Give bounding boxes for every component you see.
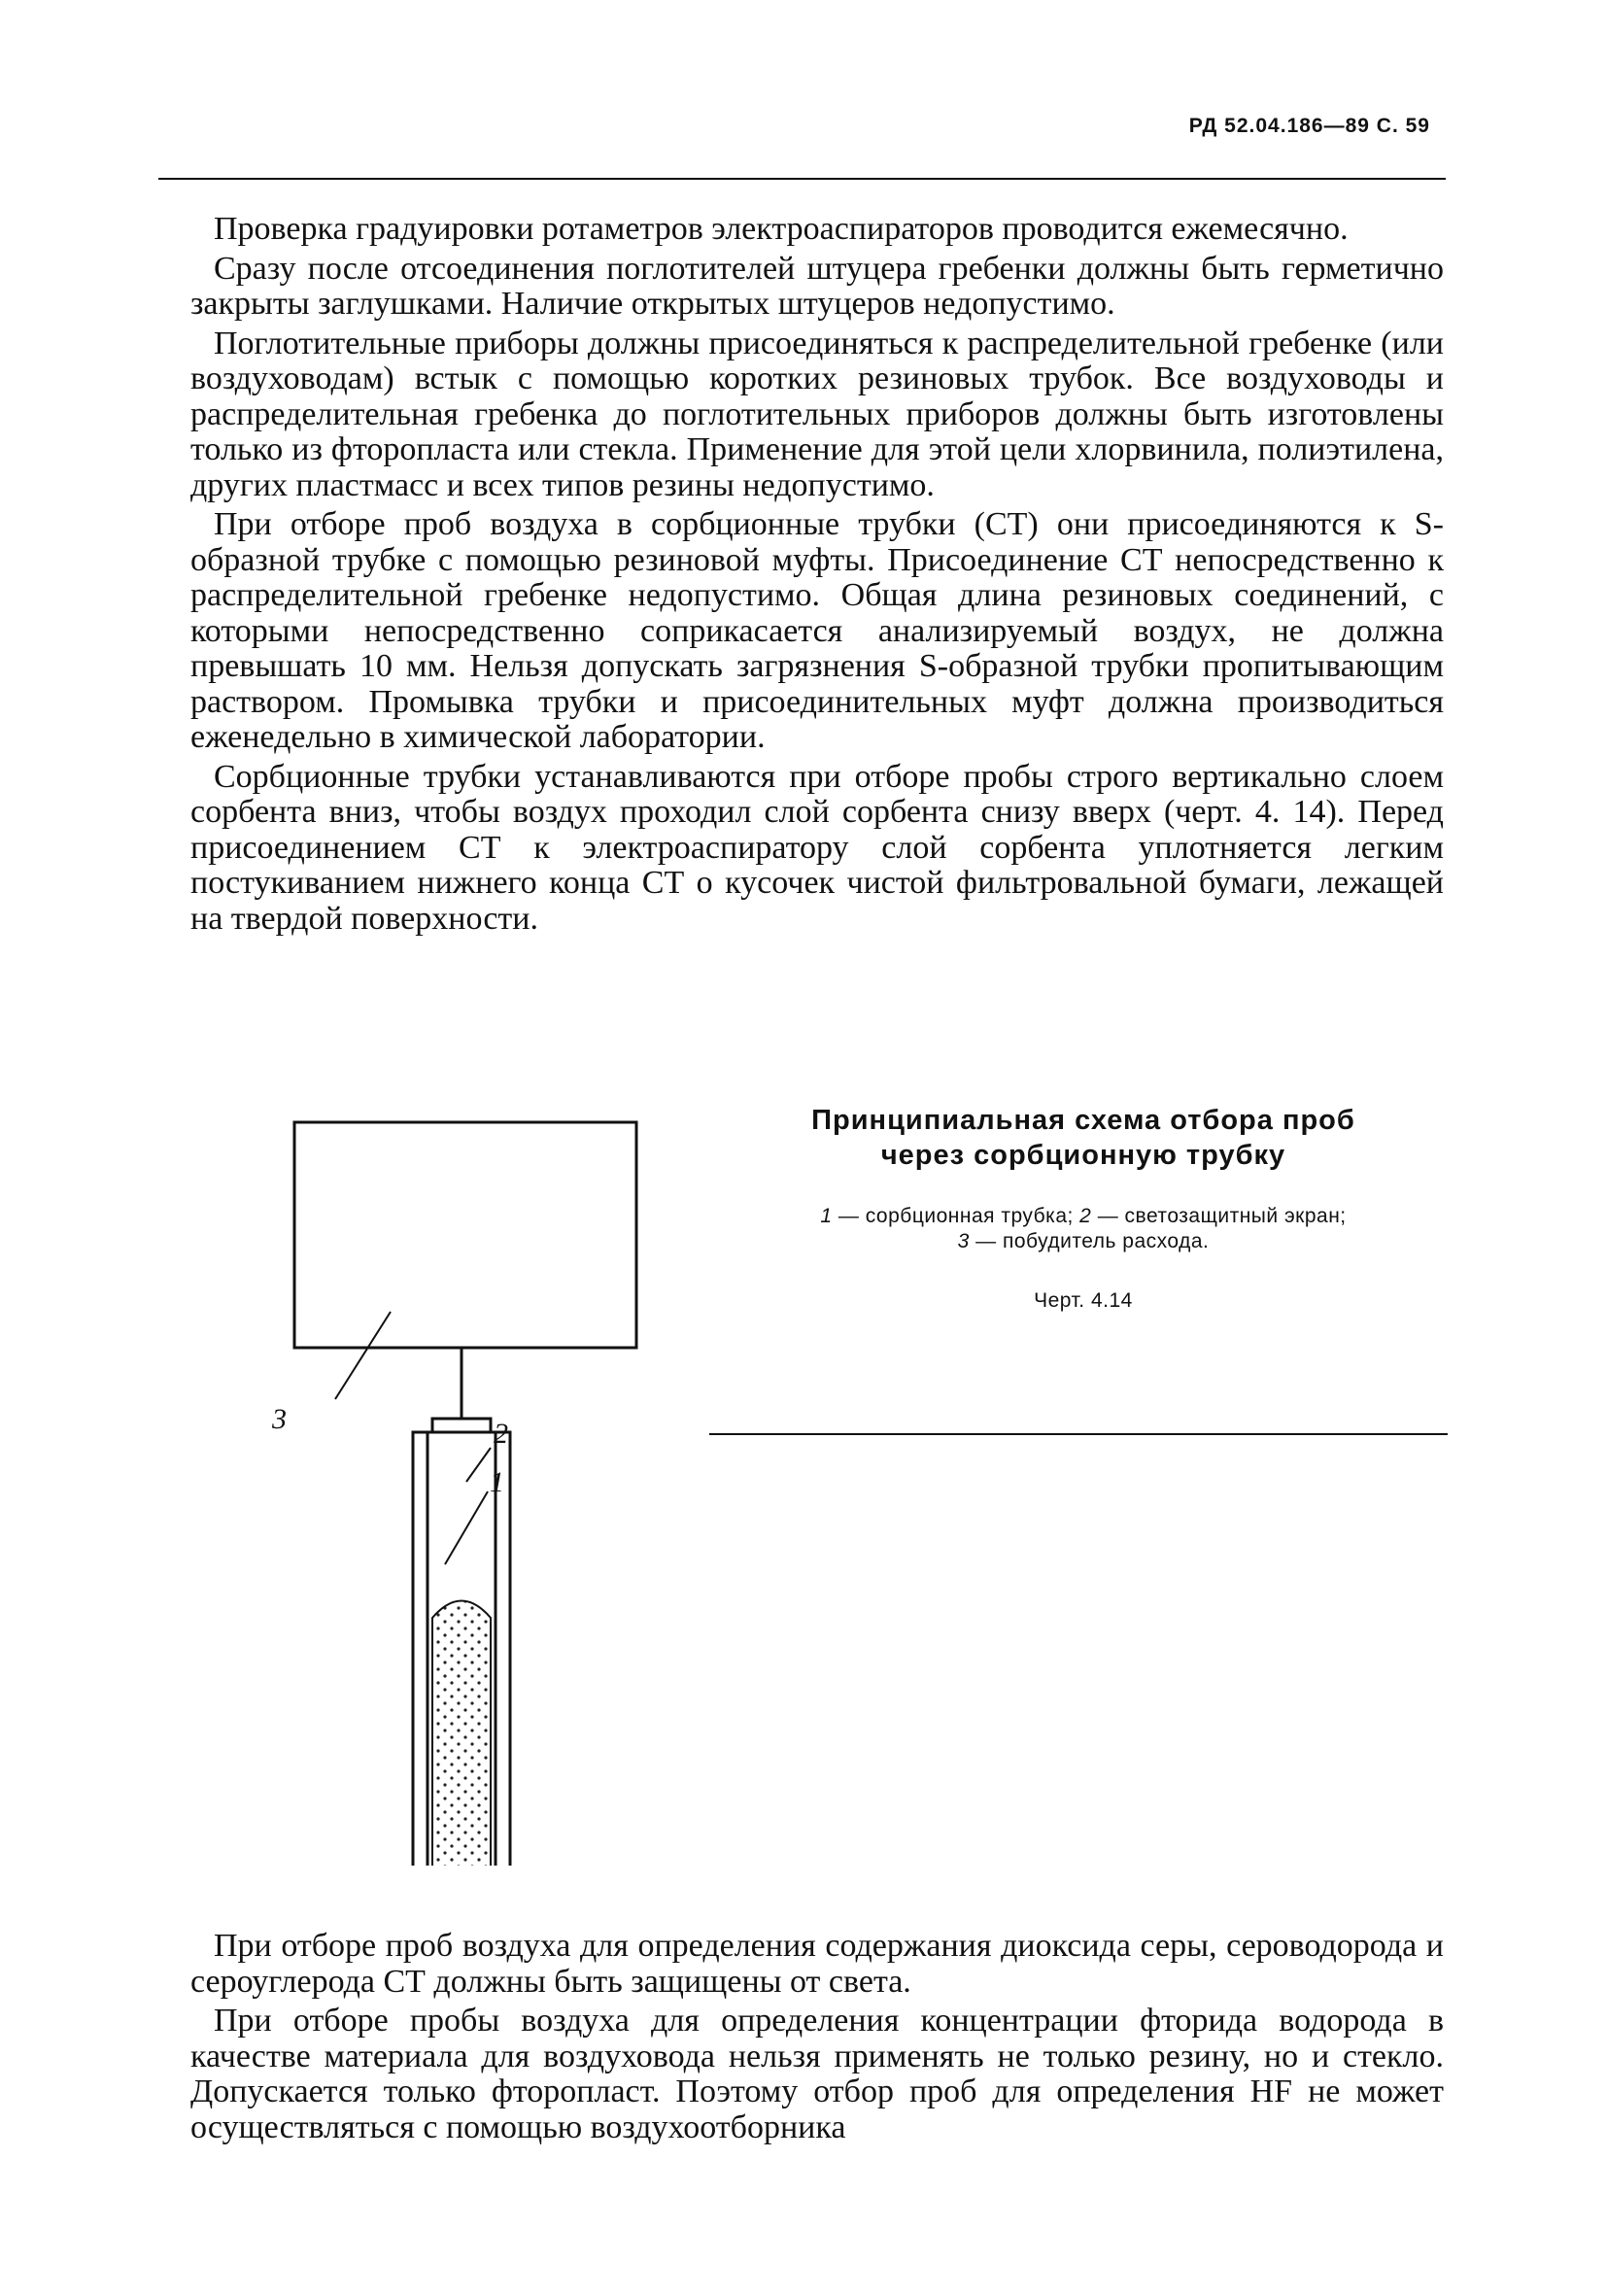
paragraph: Поглотительные приборы должны присоединяться к распределительной гребенке (или воздуховодам) встык с помощью коротких резиновых трубок. Все воздуховоды и распределительная гребенка до поглотительных приборов должны быть изготовлены только из фторопласта или стекла. Применение для этой цели хлорвинила, полиэтилена, других пластмасс и всех типов резины недопустимо.: [190, 325, 1444, 503]
tube-cap: [432, 1419, 491, 1432]
leader-line-2: [466, 1448, 491, 1482]
paragraph: Проверка градуировки ротаметров электроаспираторов проводится ежемесячно.: [214, 211, 1349, 247]
paragraph: При отборе пробы воздуха для определения концентрации фторида водорода в качестве материала для воздуховода нельзя применять не только резину, но и стекло. Допускается только фторопласт. Поэтому отбор проб для определения HF не может осуществляться с помощью воздухоотборника: [190, 2003, 1444, 2145]
label-2: 2: [494, 1418, 508, 1450]
paragraph: Сразу после отсоединения поглотителей штуцера гребенки должны быть герметично закрыты заглушками. Наличие открытых штуцеров недопустимо.: [190, 250, 1444, 322]
body-text-bottom: [190, 1929, 1444, 2145]
running-head: РД 52.04.186—89 С. 59: [1188, 115, 1430, 137]
paragraph: При отборе проб воздуха в сорбционные трубки (СТ) они присоединяются к S-образной трубке с помощью резиновой муфты. Присоединение СТ непосредственно к распределительной гребенке недопустимо. Общая длина резиновых соединений, с которыми непосредственно соприкасается анализируемый воздух, не должна превышать 10 мм. Нельзя допускать загрязнения S-образной трубки пропитывающим раствором. Промывка трубки и присоединительных муфт должна производиться еженедельно в химической лаборатории.: [190, 506, 1444, 755]
sampling-diagram: [136, 1108, 641, 1866]
paragraph: При отборе проб воздуха для определения содержания диоксида серы, сероводорода и сероуглерода СТ должны быть защищены от света.: [190, 1928, 1444, 2000]
figure-caption: [719, 1103, 1448, 1313]
header-rule: [158, 178, 1446, 180]
paragraph: Сорбционные трубки устанавливаются при отборе пробы строго вертикально слоем сорбента вниз, чтобы воздух проходил слой сорбента снизу вверх (черт. 4. 14). Перед присоединением СТ к электроаспиратору слой сорбента уплотняется легким постукиванием нижнего конца СТ о кусочек чистой фильтровальной бумаги, лежащей на твердой поверхности.: [190, 758, 1444, 937]
figure-title: Принципиальная схема отбора проб через сорбционную трубку: [811, 1105, 1355, 1171]
figure-legend: 1 — сорбционная трубка; 2 — светозащитный экран; 3 — побудитель расхода.: [820, 1205, 1347, 1252]
leader-line-1: [445, 1491, 488, 1564]
sorbent-layer: [432, 1601, 491, 1867]
figure-rule: [709, 1433, 1448, 1435]
body-text-top: [190, 212, 1444, 937]
flow-inducer-box: [294, 1122, 636, 1348]
figure-number: Черт. 4.14: [1034, 1289, 1133, 1312]
label-1: 1: [490, 1466, 504, 1498]
label-3: 3: [272, 1403, 287, 1435]
leader-line-3: [335, 1312, 391, 1399]
